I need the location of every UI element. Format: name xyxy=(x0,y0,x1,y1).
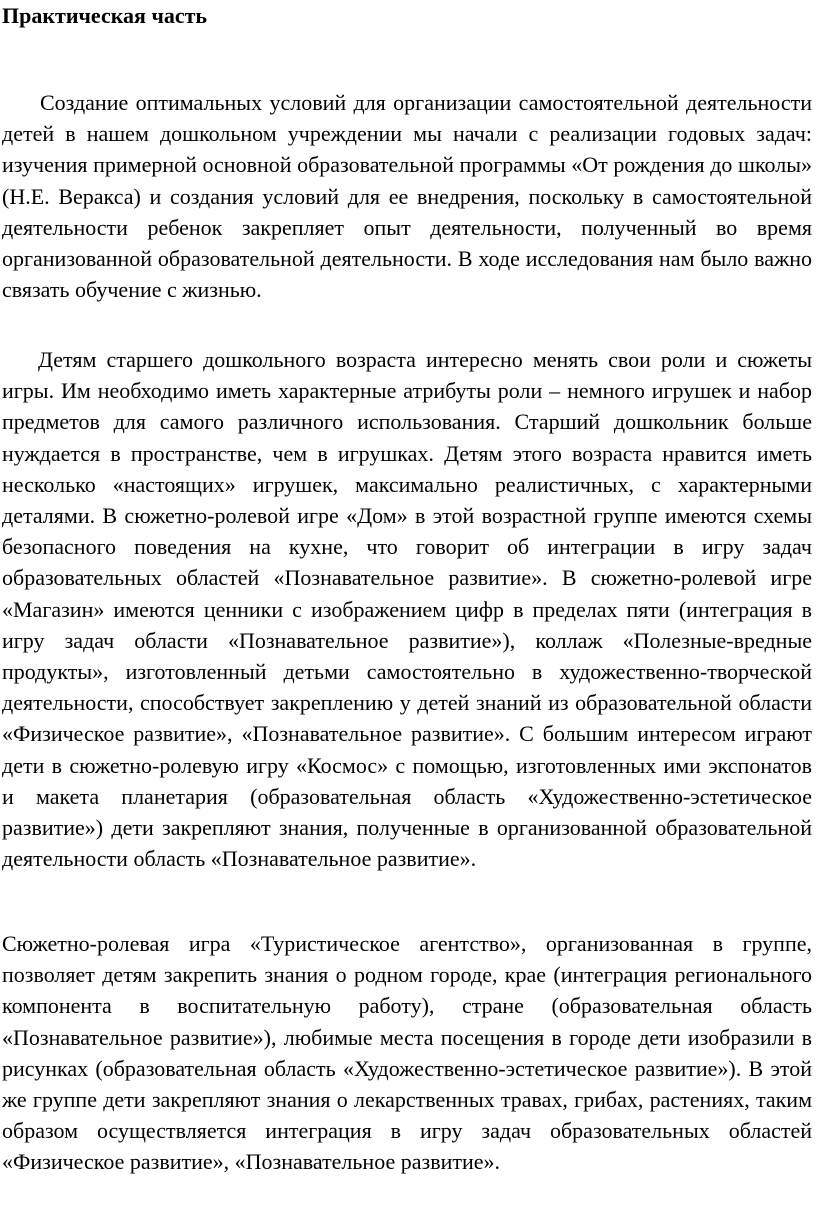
paragraph-roles: Детям старшего дошкольного возраста интересно менять свои роли и сюжеты игры. Им необходимо иметь характерные атрибуты роли – немного игрушек и набор предметов для самого различного использования. Старший дошкольник больше нуждается в пространстве, чем в игрушках. Детям этого возраста нравится иметь несколько «настоящих» игрушек, максимально реалистичных, с характерными деталями. В сюжетно-ролевой игре «Дом» в этой возрастной группе имеются схемы безопасного поведения на кухне, что говорит об интеграции в игру задач образовательных областей «Познавательное развитие». В сюжетно-ролевой игре «Магазин» имеются ценники с изображением цифр в пределах пяти (интеграция в игру задач области «Познавательное развитие»), коллаж «Полезные-вредные продукты», изготовленный детьми самостоятельно в художественно-творческой деятельности, способствует закреплению у детей знаний из образовательной области «Физическое развитие», «Познавательное развитие». С большим интересом играют дети в сюжетно-ролевую игру «Космос» с помощью, изготовленных ими экспонатов и макета планетария (образовательная область «Художественно-эстетическое развитие») дети закрепляют знания, полученные в организованной образовательной деятельности область «Познавательное развитие». xyxy=(2,347,812,872)
paragraph-tourism: Сюжетно-ролевая игра «Туристическое агентство», организованная в группе, позволяет детям закрепить знания о родном городе, крае (интеграция регионального компонента в воспитательную работу), стране (образовательная область «Познавательное развитие»), любимые места посещения в городе дети изобразили в рисунках (образовательная область «Художественно-эстетическое развитие»). В этой же группе дети закрепляют знания о лекарственных травах, грибах, растениях, таким образом осуществляется интеграция в игру задач образовательных областей «Физическое развитие», «Познавательное развитие». xyxy=(2,931,812,1175)
paragraph-intro: Создание оптимальных условий для организации самостоятельной деятельности детей в нашем дошкольном учреждении мы начали с реализации годовых задач: изучения примерной основной образовательной программы «От рождения до школы» (Н.Е. Веракса) и создания условий для ее внедрения, поскольку в самостоятельной деятельности ребенок закрепляет опыт деятельности, полученный во время организованной образовательной деятельности. В ходе исследования нам было важно связать обучение с жизнью. xyxy=(2,90,812,303)
section-heading: Практическая часть xyxy=(2,3,208,28)
